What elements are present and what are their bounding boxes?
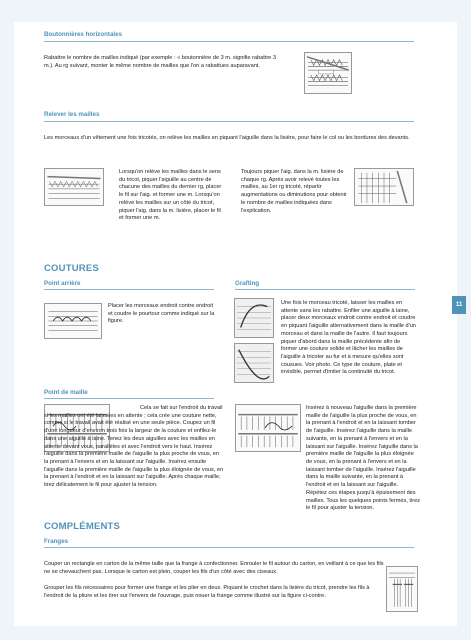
section-rule xyxy=(44,547,414,548)
complements-title: COMPLÉMENTS xyxy=(44,521,121,532)
point-maille-text-1: Cela se fait sur l'endroit du travail si les mailles ont été laissées en attente ; cela crée une couture nette, comme si le travail avait été réalisé en une seule pièce. Coupez un fil d'une longueur d'environ trois fois la largeur de la couture et enfilez-le dans une aiguille à laine. Tenez les deux aiguilles avec les mailles en attente devant vous, parallèles et avec l'endroit vers le haut. Insérez l'aiguille dans la première maille de l'aiguille la plus proche de vous, en la prenant à l'envers et en la laissant sur l'aiguille. Insérez ensuite l'aiguille dans la première maille de l'aiguille la plus éloignée de vous, en la prenant à l'endroit et en la laissant sur l'aiguille. Après chaque maille, tirez délicatement le fil pour ajuster la tension. xyxy=(44,405,224,489)
pickup-stitches-illustration-2 xyxy=(354,168,414,206)
section-rule xyxy=(44,41,414,42)
fringe-illustration xyxy=(386,566,418,612)
kitchener-stitch-illustration-2 xyxy=(235,404,301,452)
buttonhole-illustration xyxy=(304,52,352,94)
boutonnieres-text: Rabattre le nombre de mailles indiqué (par exemple : « boutonnière de 3 m. signifie rabattre 3 m.). Au rg suivant, monter le même nombre de mailles que l'on a rabattues auparavant. xyxy=(44,55,276,69)
point-maille-text-2: Insérez à nouveau l'aiguille dans la première maille de l'aiguille la plus proche de vous, en la prenant à l'endroit et en la laissant tomber de l'aiguille. Insérez l'aiguille dans la maille suivante, en la prenant à l'envers et en la laissant sur l'aiguille. Insérez l'aiguille dans la première maille de l'aiguille la plus éloignée de vous, en la prenant à l'envers et en la laissant tomber de l'aiguille. Insérez l'aiguille dans la maille suivante, en la prenant à l'endroit et en la laissant sur l'aiguille. Répétez ces étapes jusqu'à épuisement des mailles. Tous les quelques points fermés, tirez le fil pour ajuster la tension. xyxy=(306,405,420,512)
coutures-title: COUTURES xyxy=(44,263,99,274)
pickup-stitches-illustration-1 xyxy=(44,168,104,206)
grafting-photo-1 xyxy=(234,298,274,338)
grafting-text: Une fois le morceau tricoté, laisser les mailles en attente sans les rabattre. Enfiler une aiguille à laine, placer deux morceaux endroit contre endroit et coudre en piquant l'aiguille alternativement dans la maille d'un morceau et dans la maille de l'autre. Il faut toujours piquer d'abord dans la maille précédente afin de former une couture solide et lâcher les mailles de l'aiguille à tricoter au fur et à mesure qu'elles sont cousues. Voir photo. Ce type de couture, plate et invisible, permet d'imiter la continuité du tricot. xyxy=(281,300,416,376)
relever-heading: Relever les mailles xyxy=(44,111,100,118)
section-rule xyxy=(44,398,214,399)
point-arriere-text: Placer les morceaux endroit contre endroit et coudre le pourtour comme indiqué sur la figure. xyxy=(108,303,215,325)
section-rule xyxy=(44,289,214,290)
relever-intro: Les morceaux d'un vêtement une fois tricotés, on relève les mailles en piquant l'aiguille dans la lisière, pour faire le col ou les bordures des devants. xyxy=(44,135,410,141)
franges-text-1: Couper un rectangle en carton de la même taille que la frange à confectionner. Enrouler le fil autour du carton, en veillant à ce que les fils ne se chevauchent pas. Lorsque le carton est plein, couper les fils d'un côté avec des ciseaux. xyxy=(44,561,384,575)
relever-text-col1: Lorsqu'on relève les mailles dans le sens du tricot, piquer l'aiguille au centre de chacune des mailles du dernier rg, placer le fil sur l'aig. et former une m. Lorsqu'on relève les mailles sur un côté du tricot, piquer l'aig. dans la m. lisière, placer le fil et former une m. xyxy=(119,169,222,222)
point-arriere-heading: Point arrière xyxy=(44,280,81,287)
backstitch-illustration xyxy=(44,303,102,339)
relever-text-col2: Toujours piquer l'aig. dans la m. lisière de chaque rg. Après avoir relevé toutes les mailles, au 1er rg tricoté, répartir augmentations ou diminutions pour obtenir le nombre de mailles indiquées dans l'explication. xyxy=(241,169,347,214)
page-number-tab: 11 xyxy=(452,296,466,314)
franges-heading: Franges xyxy=(44,538,69,545)
grafting-heading: Grafting xyxy=(235,280,260,287)
section-rule xyxy=(44,121,414,122)
section-rule xyxy=(235,289,415,290)
point-maille-heading: Point de maille xyxy=(44,389,88,396)
franges-text-2: Grouper les fils nécessaires pour former une frange et les plier en deux. Piquant le crochet dans la lisière du tricot, prendre les fils à l'endroit de la pliure et les tirer sur l'envers de l'ouvrage, puis nouer la frange comme illustré sur la figure ci-contre. xyxy=(44,585,370,599)
grafting-photo-2 xyxy=(234,343,274,383)
boutonnieres-heading: Boutonnières horizontales xyxy=(44,31,123,38)
